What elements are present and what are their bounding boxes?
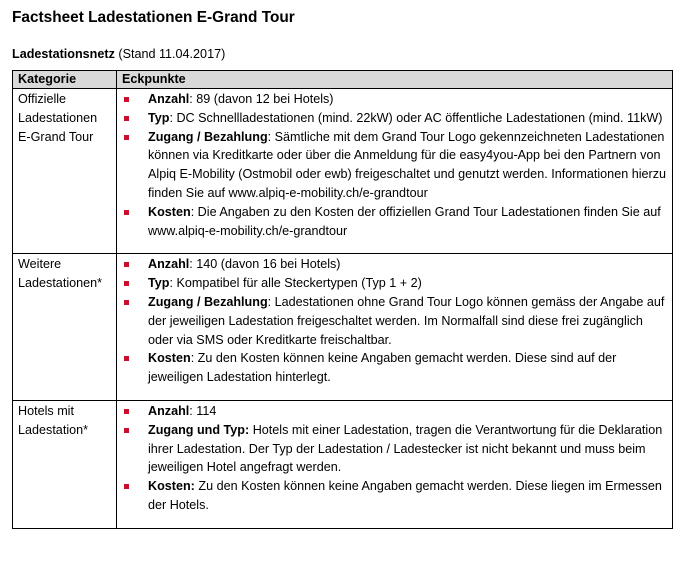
square-bullet-icon [124, 300, 129, 305]
item-key: Zugang und Typ: [148, 422, 250, 437]
square-bullet-icon [124, 356, 129, 361]
eckpunkte-cell [117, 89, 673, 254]
item-text: : 89 (davon 12 bei Hotels) [189, 92, 334, 106]
category-cell [13, 89, 117, 254]
eckpunkte-list [122, 255, 667, 387]
section-subtitle [12, 46, 672, 62]
item-key: Typ [148, 110, 170, 125]
square-bullet-icon [124, 97, 129, 102]
list-item [122, 402, 667, 421]
list-item [122, 293, 667, 349]
square-bullet-icon [124, 281, 129, 286]
item-key: Kosten [148, 351, 191, 366]
item-text: : Die Angaben zu den Kosten der offiziellen Grand Tour Ladestationen finden Sie auf www.alpiq-e-mobility.ch/e-grandtour [148, 204, 661, 238]
square-bullet-icon [124, 262, 129, 267]
list-item [122, 203, 667, 241]
category-line: E-Grand Tour [18, 129, 94, 144]
subtitle-strong: Ladestationsnetz [12, 47, 115, 61]
list-item [122, 421, 667, 477]
item-key: Anzahl [148, 92, 190, 106]
subtitle-date: (Stand 11.04.2017) [114, 47, 226, 61]
category-line: Ladestationen* [18, 276, 103, 291]
page-title: Factsheet Ladestationen E-Grand Tour [12, 9, 295, 26]
table-header-row [13, 71, 673, 89]
list-item [122, 109, 667, 128]
item-key: Typ [148, 276, 170, 291]
category-line: Ladestationen [18, 110, 98, 125]
header-eckpunkte: Eckpunkte [117, 71, 673, 89]
square-bullet-icon [124, 428, 129, 433]
charging-stations-table [12, 70, 673, 529]
list-item [122, 274, 667, 293]
square-bullet-icon [124, 409, 129, 414]
item-key: Anzahl [148, 403, 190, 418]
square-bullet-icon [124, 210, 129, 215]
item-text: Hotels mit einer Ladestation, tragen die Verantwortung für die Deklaration ihrer Ladestation. Der Typ der Ladestation / Ladestecker ist nicht bekannt und muss beim jeweiligen Hotel angefragt werden. [148, 422, 663, 475]
table-row [13, 89, 673, 254]
category-cell [13, 254, 117, 401]
list-item [122, 477, 667, 515]
category-line: Weitere [18, 257, 62, 272]
item-text: : 140 (davon 16 bei Hotels) [189, 257, 341, 272]
category-line: Hotels mit [18, 403, 74, 418]
eckpunkte-list [122, 402, 667, 515]
square-bullet-icon [124, 135, 129, 140]
item-text: : Kompatibel für alle Steckertypen (Typ 1 + 2) [169, 276, 422, 291]
category-cell [13, 400, 117, 528]
item-text: : Ladestationen ohne Grand Tour Logo können gemäss der Angabe auf der jeweiligen Ladestation freigeschaltet werden. Im Normalfall sind diese frei zugänglich oder via SMS oder Kreditkarte freischaltbar. [148, 294, 665, 347]
list-item [122, 349, 667, 387]
table-row [13, 400, 673, 528]
eckpunkte-cell [117, 254, 673, 401]
item-text: : DC Schnellladestationen (mind. 22kW) oder AC öffentliche Ladestationen (mind. 11kW) [169, 110, 663, 125]
item-key: Anzahl [148, 257, 190, 272]
table-row [13, 254, 673, 401]
item-key: Kosten: [148, 479, 195, 494]
item-text: Zu den Kosten können keine Angaben gemacht werden. Diese liegen im Ermessen der Hotels. [148, 479, 662, 512]
list-item [122, 255, 667, 274]
square-bullet-icon [124, 484, 129, 489]
item-key: Zugang / Bezahlung [148, 294, 268, 309]
square-bullet-icon [124, 116, 129, 121]
list-item [122, 128, 667, 203]
item-key: Zugang / Bezahlung [148, 129, 268, 144]
item-text: : Zu den Kosten können keine Angaben gemacht werden. Diese sind auf der jeweiligen Ladestation hinterlegt. [148, 351, 617, 385]
header-kategorie: Kategorie [13, 71, 117, 89]
item-key: Kosten [148, 204, 191, 219]
eckpunkte-list [122, 90, 667, 240]
eckpunkte-cell [117, 400, 673, 528]
item-text: : 114 [189, 403, 217, 418]
item-text: : Sämtliche mit dem Grand Tour Logo gekennzeichneten Ladestationen können via Kreditkarte oder über die Anmeldung für die easy4you-App bei den Partnern von Alpiq E-Mobility (Ostmobil oder ewb) freigeschaltet und genutzt werden. Informationen hierzu finden Sie auf www.alpiq-e-mobility.ch/e-grandtour [148, 129, 666, 200]
list-item [122, 90, 667, 109]
category-line: Offizielle [18, 92, 67, 106]
category-line: Ladestation* [18, 422, 89, 437]
